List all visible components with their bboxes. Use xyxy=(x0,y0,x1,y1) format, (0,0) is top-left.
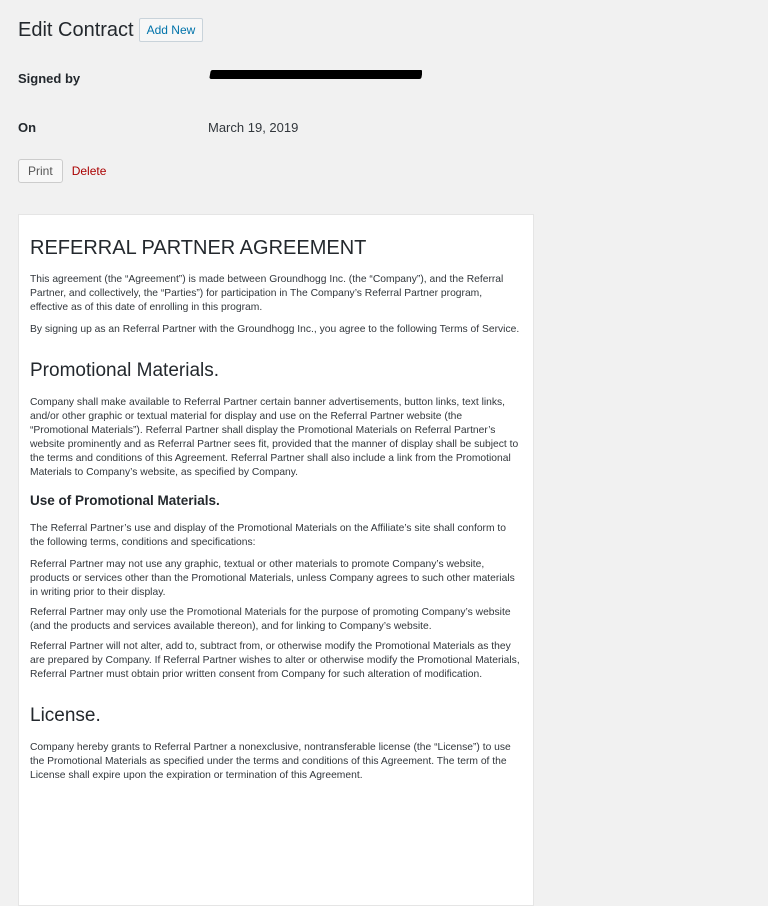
edit-contract-page xyxy=(0,0,768,183)
contract-actions xyxy=(18,159,768,183)
add-new-button[interactable]: Add New xyxy=(139,18,204,42)
intro-paragraph-1: This agreement (the “Agreement”) is made between Groundhogg Inc. (the “Company”), and the Referral Partner, and collectively, the “Parties”) for participation in The Company’s Referral Partner program, effective as of this date of enrolling in this program. xyxy=(30,274,504,313)
signed-on-label: On xyxy=(18,119,37,135)
license-heading: License. xyxy=(30,705,101,726)
signed-by-value xyxy=(208,69,422,88)
document-title: REFERRAL PARTNER AGREEMENT xyxy=(30,237,367,259)
intro-paragraph-2: By signing up as an Referral Partner with the Groundhogg Inc., you agree to the following Terms of Service. xyxy=(30,324,520,335)
delete-link[interactable]: Delete xyxy=(71,164,107,178)
page-header xyxy=(18,0,768,43)
use-paragraph-3: Referral Partner may only use the Promotional Materials for the purpose of promoting Company’s website (and the products and services available thereon), and for linking to Company’s website. xyxy=(30,607,511,632)
signed-on-date: March 19, 2019 xyxy=(208,119,299,135)
signed-on-row xyxy=(18,116,768,138)
page-title: Edit Contract xyxy=(18,19,134,41)
promotional-materials-paragraph: Company shall make available to Referral Partner certain banner advertisements, button links, text links, and/or other graphic or textual material for display and use on the Referral Partner website (the “Promotional Materials”). Referral Partner shall display the Promotional Materials on Referral Partner’s website prominently and as Referral Partner sees fit, provided that the manner of display shall be subject to the terms and conditions of this Agreement. Referral Partner shall also include a link from the Promotional Materials to Company’s website, as specified by Company. xyxy=(30,397,519,478)
use-paragraph-1: The Referral Partner’s use and display of the Promotional Materials on the Affiliate’s site shall conform to the following terms, conditions and specifications: xyxy=(30,523,506,548)
use-paragraph-4: Referral Partner will not alter, add to, subtract from, or otherwise modify the Promotional Materials as they are prepared by Company. If Referral Partner wishes to alter or otherwise modify the Promotional Materials, Referral Partner must obtain prior written consent from Company for such alteration of modification. xyxy=(30,641,520,680)
signer-email-link[interactable] xyxy=(208,69,422,85)
signed-by-row xyxy=(18,67,768,89)
license-paragraph: Company hereby grants to Referral Partner a nonexclusive, nontransferable license (the “License”) to use the Promotional Materials as specified under the terms and conditions of this Agreement. The term of the License shall expire upon the expiration or termination of this Agreement. xyxy=(30,742,511,781)
contract-document xyxy=(18,214,534,906)
use-paragraph-2: Referral Partner may not use any graphic, textual or other materials to promote Company’s website, products or services other than the Promotional Materials, unless Company agrees to such other materials in writing prior to their display. xyxy=(30,559,515,598)
promotional-materials-heading: Promotional Materials. xyxy=(30,360,220,381)
use-of-promotional-materials-heading: Use of Promotional Materials. xyxy=(30,493,220,508)
redaction-mark xyxy=(209,70,422,79)
signed-by-label: Signed by xyxy=(18,70,81,86)
print-button[interactable]: Print xyxy=(18,159,63,183)
